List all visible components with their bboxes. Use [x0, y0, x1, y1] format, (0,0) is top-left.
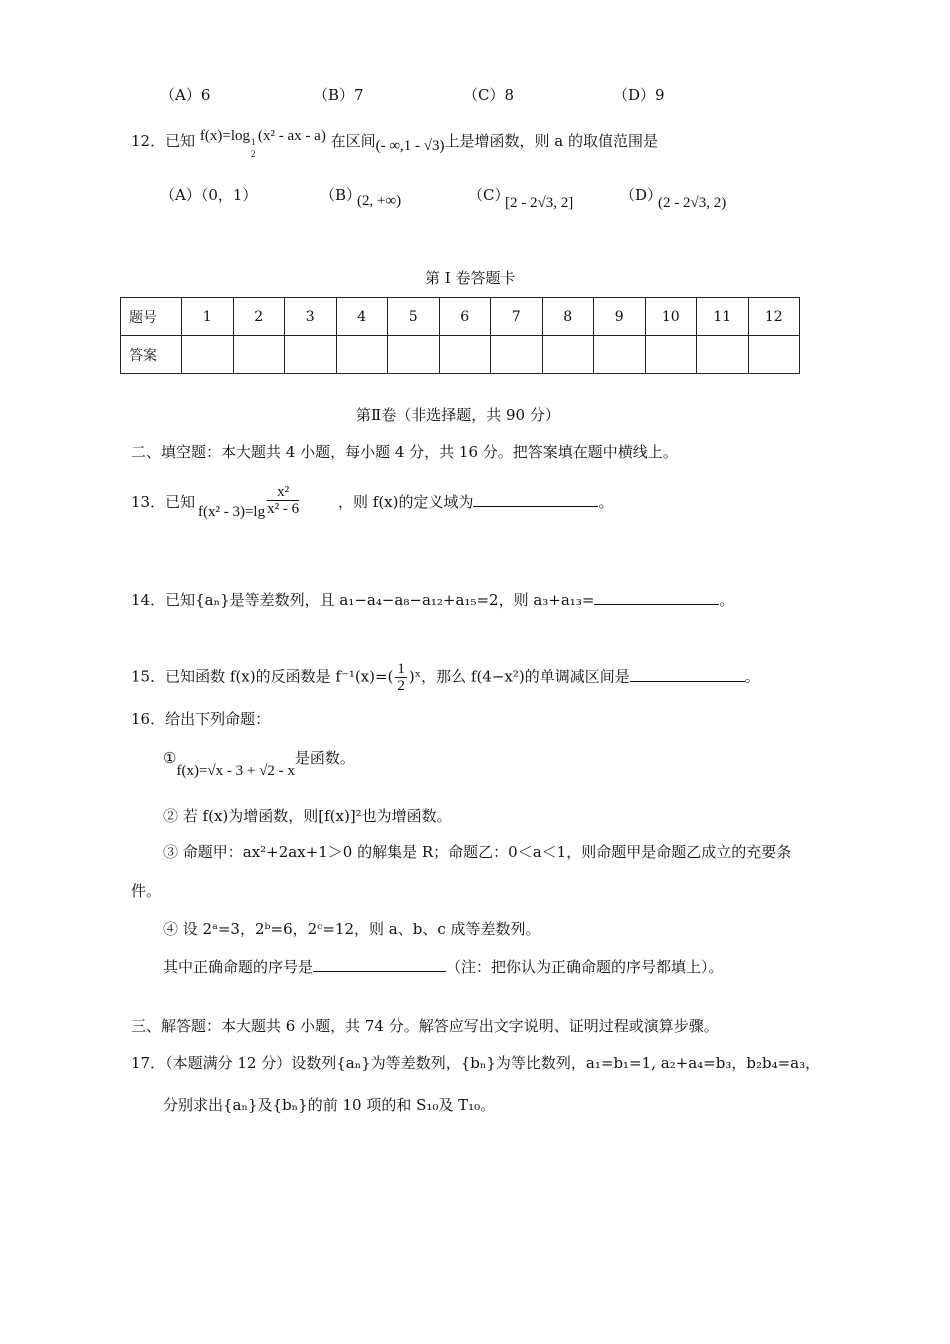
answer-cell[interactable] [542, 336, 594, 374]
q13-frac-den: x² - 6 [267, 501, 300, 517]
answer-card-number: 12 [748, 298, 800, 336]
q15-after-frac: )ˣ [408, 667, 422, 686]
q12-mid: 在区间 [330, 132, 376, 150]
answer-cell[interactable] [439, 336, 491, 374]
answer-cell[interactable] [645, 336, 697, 374]
q12-option-c-value: [2 - 2√3, 2] [505, 195, 574, 211]
q16-number: 16． [131, 710, 166, 728]
answer-cell[interactable] [182, 336, 234, 374]
q12-option-b-label: （B） [320, 186, 362, 204]
q12-prefix: 已知 [165, 132, 196, 150]
section2-heading: 二、填空题：本大题共 4 小题，每小题 4 分，共 16 分。把答案填在题中横线上。 [131, 443, 678, 461]
q17-number: 17． [131, 1054, 166, 1072]
q13-frac-num: x² [267, 484, 299, 501]
q16-intro: 16．给出下列命题： [131, 710, 271, 728]
answer-card-number: 5 [388, 298, 440, 336]
answer-card-number: 10 [645, 298, 697, 336]
q16-conclusion: 其中正确命题的序号是 （注：把你认为正确命题的序号都填上）。 [163, 958, 724, 976]
answer-card-number: 8 [542, 298, 594, 336]
q14-end: 。 [719, 591, 735, 609]
q11-option-d: （D）9 [613, 86, 665, 104]
q15-frac-num: 1 [397, 661, 405, 677]
q16-item3-line2: 件。 [131, 882, 162, 900]
q11-option-c: （C）8 [463, 86, 515, 104]
q16-item1-mark: ① [163, 749, 177, 767]
answer-card-number: 9 [594, 298, 646, 336]
answer-card-row2-head: 答案 [121, 336, 182, 374]
q14-answer-blank[interactable] [594, 590, 719, 605]
answer-card-title: 第 I 卷答题卡 [425, 269, 516, 287]
q16-item3-line1: ③ 命题甲：ax²+2ax+1＞0 的解集是 R；命题乙：0＜a＜1，则命题甲是命题乙成立的充要条 [163, 843, 792, 861]
q14-stem [131, 589, 734, 610]
q17-line2: 分别求出{aₙ}及{bₙ}的前 10 项的和 S₁₀及 T₁₀。 [163, 1096, 496, 1114]
answer-cell[interactable] [491, 336, 543, 374]
answer-card-number: 6 [439, 298, 491, 336]
q13-tail [338, 491, 614, 512]
answer-cell[interactable] [748, 336, 800, 374]
q16-item1 [163, 747, 355, 779]
q12-suffix: 上是增函数，则 a 的取值范围是 [444, 132, 658, 150]
q16-answer-blank[interactable] [313, 957, 446, 972]
answer-cell[interactable] [594, 336, 646, 374]
q13-fraction [267, 484, 299, 517]
q12-log-base-num: 1 [251, 137, 256, 147]
q15-suffix: ，那么 f(4−x²)的单调减区间是 [421, 667, 630, 686]
q13-end: 。 [598, 493, 614, 511]
part2-title: 第Ⅱ卷（非选择题，共 90 分） [356, 406, 560, 424]
q15-end: 。 [744, 667, 760, 686]
answer-card-number: 7 [491, 298, 543, 336]
q13-prefix: 已知 [165, 493, 196, 511]
q12-option-a: （A）（0，1） [160, 186, 258, 204]
answer-card-table [120, 297, 800, 374]
q12-number: 12． [131, 132, 166, 150]
q14-number: 14． [131, 591, 166, 609]
q12-stem [131, 128, 658, 159]
answer-card-number-row [121, 298, 800, 336]
q15-stem [131, 661, 760, 694]
q12-interval: (- ∞,1 - √3) [375, 138, 445, 154]
q13-answer-blank[interactable] [473, 492, 598, 507]
q16-item4: ④ 设 2ᵃ=3，2ᵇ=6，2ᶜ=12，则 a、b、c 成等差数列。 [163, 920, 541, 938]
section3-heading: 三、解答题：本大题共 6 小题，共 74 分。解答应写出文字说明、证明过程或演算步骤。 [131, 1017, 719, 1035]
q13-stem [131, 491, 195, 512]
q13-number: 13． [131, 493, 166, 511]
q12-option-c-label: （C） [468, 186, 510, 204]
answer-card-row1-head: 题号 [121, 298, 182, 336]
q16-item1-suffix: 是函数。 [294, 749, 355, 767]
q12-option-d-value: (2 - 2√3, 2) [658, 195, 727, 211]
q15-fraction [395, 661, 407, 694]
q12-option-d-label: （D） [620, 186, 663, 204]
answer-card-number: 3 [285, 298, 337, 336]
q12-log-base-den: 2 [251, 149, 256, 159]
q15-answer-blank[interactable] [630, 667, 745, 682]
q15-frac-den: 2 [397, 678, 405, 694]
q16-item2: ② 若 f(x)为增函数，则[f(x)]²也为增函数。 [163, 807, 452, 825]
answer-card-number: 11 [697, 298, 749, 336]
answer-card-number: 1 [182, 298, 234, 336]
q12-function: f(x)=log 1 2 (x² - ax - a) [199, 128, 326, 159]
q17-line1: 17．（本题满分 12 分）设数列{aₙ}为等差数列，{bₙ}为等比数列，a₁=b₁=1, a₂+a₄=b₃，b₂b₄=a₃， [131, 1054, 821, 1072]
q13-formula [198, 484, 301, 520]
answer-card-answer-row [121, 336, 800, 374]
q11-option-b: （B）7 [313, 86, 364, 104]
answer-cell[interactable] [388, 336, 440, 374]
answer-cell[interactable] [285, 336, 337, 374]
q15-number: 15． [131, 667, 166, 686]
q15-prefix: 已知函数 f(x)的反函数是 f⁻¹(x)=( [165, 667, 394, 686]
q13-lhs: f(x² - 3)=lg [198, 503, 266, 520]
q16-item1-func: f(x)=√x - 3 + √2 - x [176, 763, 295, 779]
answer-cell[interactable] [336, 336, 388, 374]
q12-option-b-value: (2, +∞) [357, 193, 402, 209]
answer-card-number: 2 [233, 298, 285, 336]
answer-cell[interactable] [233, 336, 285, 374]
answer-cell[interactable] [697, 336, 749, 374]
answer-card-number: 4 [336, 298, 388, 336]
q11-option-a: （A）6 [160, 86, 211, 104]
q13-suffix: ，则 f(x)的定义域为 [338, 493, 474, 511]
q14-text: 已知{aₙ}是等差数列，且 a₁−a₄−a₈−a₁₂+a₁₅=2，则 a₃+a₁₃= [165, 591, 595, 609]
